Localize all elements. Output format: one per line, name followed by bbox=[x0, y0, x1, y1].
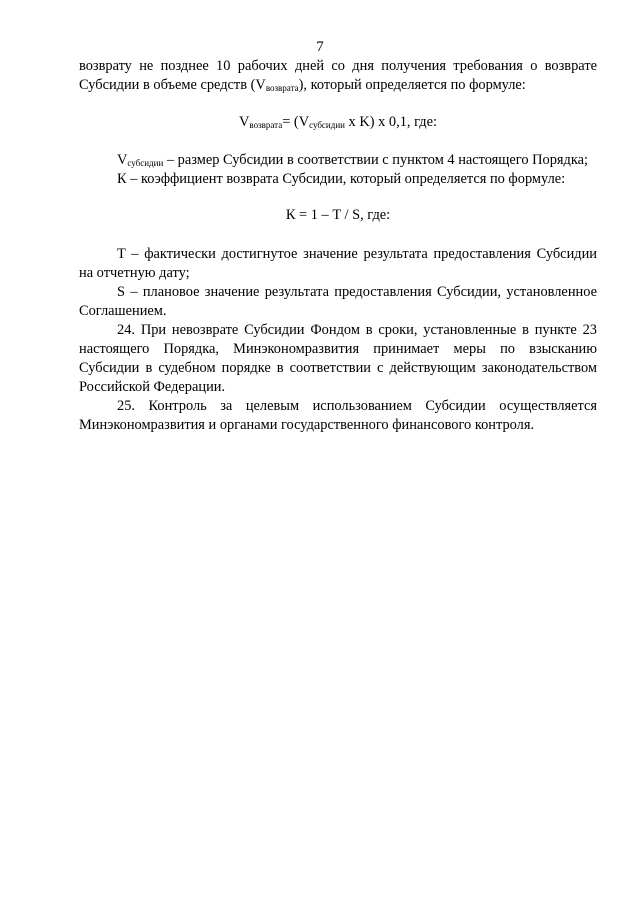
document-body bbox=[79, 57, 597, 435]
paragraph-v-definition bbox=[79, 151, 597, 170]
paragraph-item-24: 24. При невозврате Субсидии Фондом в сроки, установленные в пункте 23 настоящего Порядка, Минэкономразвития принимает меры по взысканию Субсидии в судебном порядке в соответствии с действующим законодательством Российской Федерации. bbox=[79, 322, 597, 395]
subscript-vozvrata: возврата bbox=[265, 83, 299, 93]
paragraph-s-definition: S – плановое значение результата предоставления Субсидии, установленное Соглашением. bbox=[79, 284, 597, 319]
paragraph-return-deadline bbox=[79, 57, 597, 95]
paragraph-return-deadline-text: возврату не позднее 10 рабочих дней со дня получения требования о возврате Субсидии в объеме средств (V bbox=[79, 58, 597, 93]
definition-text: – размер Субсидии в соответствии с пунктом 4 настоящего Порядка; bbox=[163, 152, 588, 168]
paragraph-return-deadline-tail: ), который определяется по формуле: bbox=[298, 77, 526, 93]
formula-variable-v: V bbox=[238, 114, 250, 130]
formula-subscript-subsidii: субсидии bbox=[309, 120, 345, 130]
paragraph-t-definition: T – фактически достигнутое значение результата предоставления Субсидии на отчетную дату; bbox=[79, 246, 597, 281]
formula-tail: x K) x 0,1, где: bbox=[344, 114, 437, 130]
paragraph-k-definition: К – коэффициент возврата Субсидии, который определяется по формуле: bbox=[117, 171, 566, 187]
formula-equals-part: = (V bbox=[282, 114, 310, 130]
page-number: 7 bbox=[316, 39, 324, 55]
formula-return-volume bbox=[79, 113, 597, 132]
formula-subscript-vozvrata: возврата bbox=[249, 120, 283, 130]
definition-subscript-subsidii: субсидии bbox=[127, 158, 164, 168]
paragraph-item-25: 25. Контроль за целевым использованием Субсидии осуществляется Минэкономразвития и органами государственного финансового контроля. bbox=[79, 398, 597, 433]
formula-k-coefficient: К = 1 – T / S, где: bbox=[285, 207, 391, 223]
definition-variable-v: V bbox=[117, 152, 128, 168]
